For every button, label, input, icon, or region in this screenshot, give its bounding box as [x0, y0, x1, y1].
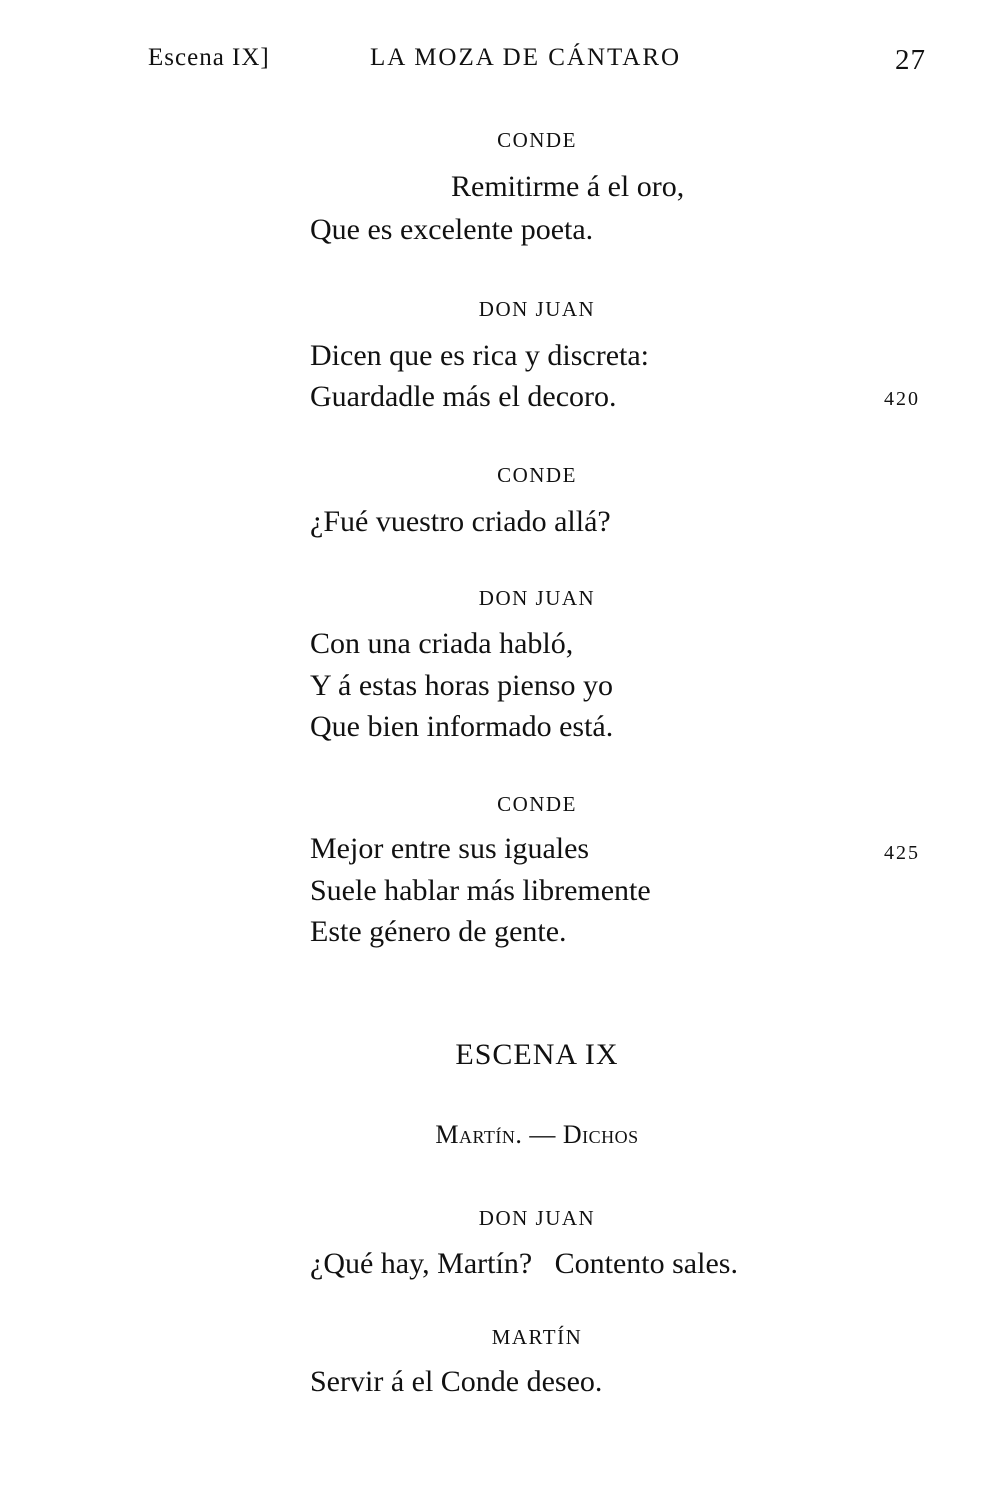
verse-line: ¿Qué hay, Martín? Contento sales.	[310, 1247, 738, 1280]
speaker-name: CONDE	[497, 792, 577, 816]
verse-line: Guardadle más el decoro.	[310, 380, 617, 413]
page-number: 27	[895, 44, 926, 76]
verse-line: ¿Fué vuestro criado allá?	[310, 505, 611, 538]
speaker-name: MARTÍN	[491, 1325, 583, 1349]
scene-cast: Martín. — Dichos	[435, 1120, 639, 1149]
verse-number: 425	[884, 842, 920, 864]
verse-line: Dicen que es rica y discreta:	[310, 339, 650, 372]
running-header-scene: Escena IX]	[148, 44, 270, 71]
verse-line: Y á estas horas pienso yo	[310, 669, 613, 702]
verse-line: Este género de gente.	[310, 915, 567, 948]
speaker-name: DON JUAN	[478, 1206, 596, 1230]
verse-line: Servir á el Conde deseo.	[310, 1365, 603, 1398]
verse-line: Mejor entre sus iguales	[310, 832, 590, 865]
verse-number: 420	[884, 388, 920, 410]
verse-line: Remitirme á el oro,	[451, 170, 685, 203]
running-header-title: LA MOZA DE CÁNTARO	[370, 44, 682, 71]
verse-line: Que es excelente poeta.	[310, 213, 594, 246]
speaker-name: DON JUAN	[478, 297, 596, 321]
verse-line: Suele hablar más libremente	[310, 874, 651, 907]
verse-line: Que bien informado está.	[310, 710, 614, 743]
speaker-name: CONDE	[497, 128, 577, 152]
scene-title: ESCENA IX	[455, 1038, 619, 1071]
speaker-name: CONDE	[497, 463, 577, 487]
speaker-name: DON JUAN	[478, 586, 596, 610]
verse-line: Con una criada habló,	[310, 627, 574, 660]
